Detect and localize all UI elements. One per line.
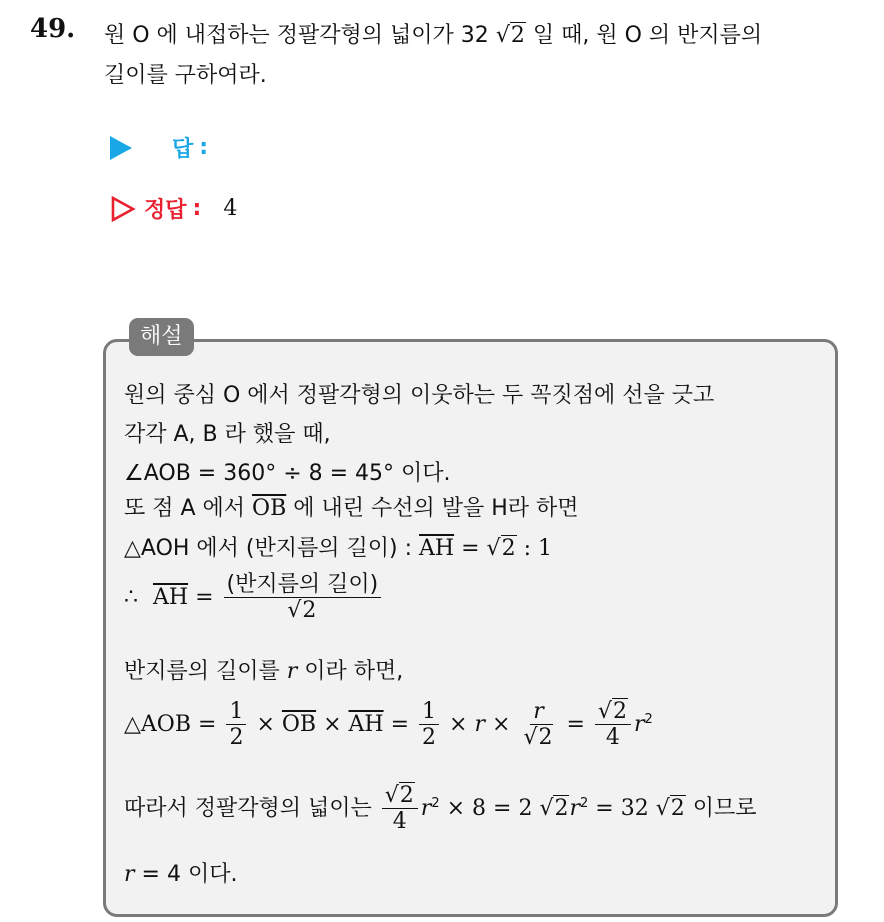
exponent: 2 [431,795,440,811]
explanation-line-4 [124,491,579,522]
segment-ah: $\overline{AH}$ [348,712,384,738]
text: 또 점 A 에서 [124,496,246,521]
fraction [382,784,418,834]
radicand: 2 [399,783,414,808]
equals: = [566,712,585,738]
question-text-line1 [104,18,762,49]
fraction-numerator: 1 [419,700,439,725]
explanation-line-8 [124,700,653,750]
segment-ob: $\overline{OB}$ [281,712,317,738]
text: 반지름의 길이를 [124,659,280,684]
outline-triangle-icon [110,196,136,222]
variable-r: r [633,712,645,738]
fraction [419,700,439,750]
question-text-part: 원 O 에 내접하는 정팔각형의 넓이가 32 [104,23,489,48]
text: 이므로 [692,796,757,822]
ratio-tail: : 1 [523,536,552,561]
exponent: 2 [644,711,653,727]
fraction-denominator: √2 [523,725,553,751]
fraction [224,573,382,623]
sqrt-expression: √2 [495,23,525,48]
text: △AOH 에서 (반지름의 길이) : [124,536,413,561]
triangle-aob: △AOB = [124,712,217,738]
fraction [595,700,631,750]
question-text-part: 일 때, 원 O 의 반지름의 [532,23,763,48]
correct-answer-value: 4 [223,196,238,221]
math-expression: × 8 = 2 [446,796,533,822]
question-text-line2: 길이를 구하여라. [104,63,267,88]
fraction-denominator: 4 [392,809,407,835]
fraction-denominator: √2 [287,598,317,624]
text: 따라서 정팔각형의 넓이는 [124,796,372,822]
explanation-line-2: 각각 A, B 라 했을 때, [124,422,331,447]
fraction-denominator: 2 [229,725,244,751]
question-number: 49. [30,14,76,44]
fraction [520,700,556,750]
explanation-line-3: ∠AOB = 360° ÷ 8 = 45° 이다. [124,461,451,486]
explanation-tab: 해설 [129,318,194,356]
equals: = [195,585,214,611]
radicand: 2 [612,699,627,724]
equals: = [461,536,480,561]
radicand: 2 [302,598,317,624]
answer-row [110,132,208,163]
segment-ah: $\overline{AH}$ [419,536,455,561]
fraction-denominator: 4 [605,725,620,751]
variable-r: r [569,796,581,822]
variable-r: r [286,659,298,684]
play-triangle-icon [110,136,132,160]
answer-colon: : [199,135,209,160]
fraction-numerator: 1 [226,700,246,725]
therefore-symbol: ∴ [124,585,138,611]
segment-ob: $\overline{OB}$ [252,496,287,521]
explanation-line-5 [124,531,552,562]
radicand: 2 [670,796,685,822]
fraction-numerator: r [530,700,547,725]
text: = 4 이다. [141,862,238,887]
times: × [323,712,342,738]
exponent: 2 [580,795,589,811]
times: × [256,712,275,738]
equals: = [390,712,410,738]
sqrt-expression: √2 [655,796,685,822]
fraction-numerator: √2 [382,784,418,809]
explanation-line-10 [124,857,237,888]
times: × [449,712,468,738]
radicand: 2 [510,23,525,48]
correct-answer-colon: : [192,196,202,221]
text: 이라 하면, [304,659,404,684]
variable-r: r [124,862,135,887]
fraction-numerator: √2 [595,700,631,725]
math-expression: = 32 [595,796,649,822]
radicand: 2 [501,536,516,561]
sqrt-expression: √2 [539,796,569,822]
sqrt-expression: √2 [486,536,516,561]
answer-label: 답 [172,137,194,162]
correct-answer-label: 정답 [144,198,187,223]
explanation-line-6 [124,573,384,623]
segment-ah: $\overline{AH}$ [153,585,189,611]
explanation-line-1: 원의 중심 O 에서 정팔각형의 이웃하는 두 꼭짓점에 선을 긋고 [124,383,715,408]
fraction [226,700,246,750]
explanation-line-9 [124,784,757,834]
explanation-line-7 [124,654,403,685]
radicand: 2 [554,796,569,822]
text: 에 내린 수선의 발을 H라 하면 [293,496,579,521]
fraction-denominator: 2 [422,725,437,751]
variable-r: r [474,712,485,738]
correct-answer-row [110,193,237,224]
radicand: 2 [538,725,553,751]
fraction-numerator: (반지름의 길이) [224,573,382,598]
times: × [492,712,511,738]
variable-r: r [420,796,432,822]
